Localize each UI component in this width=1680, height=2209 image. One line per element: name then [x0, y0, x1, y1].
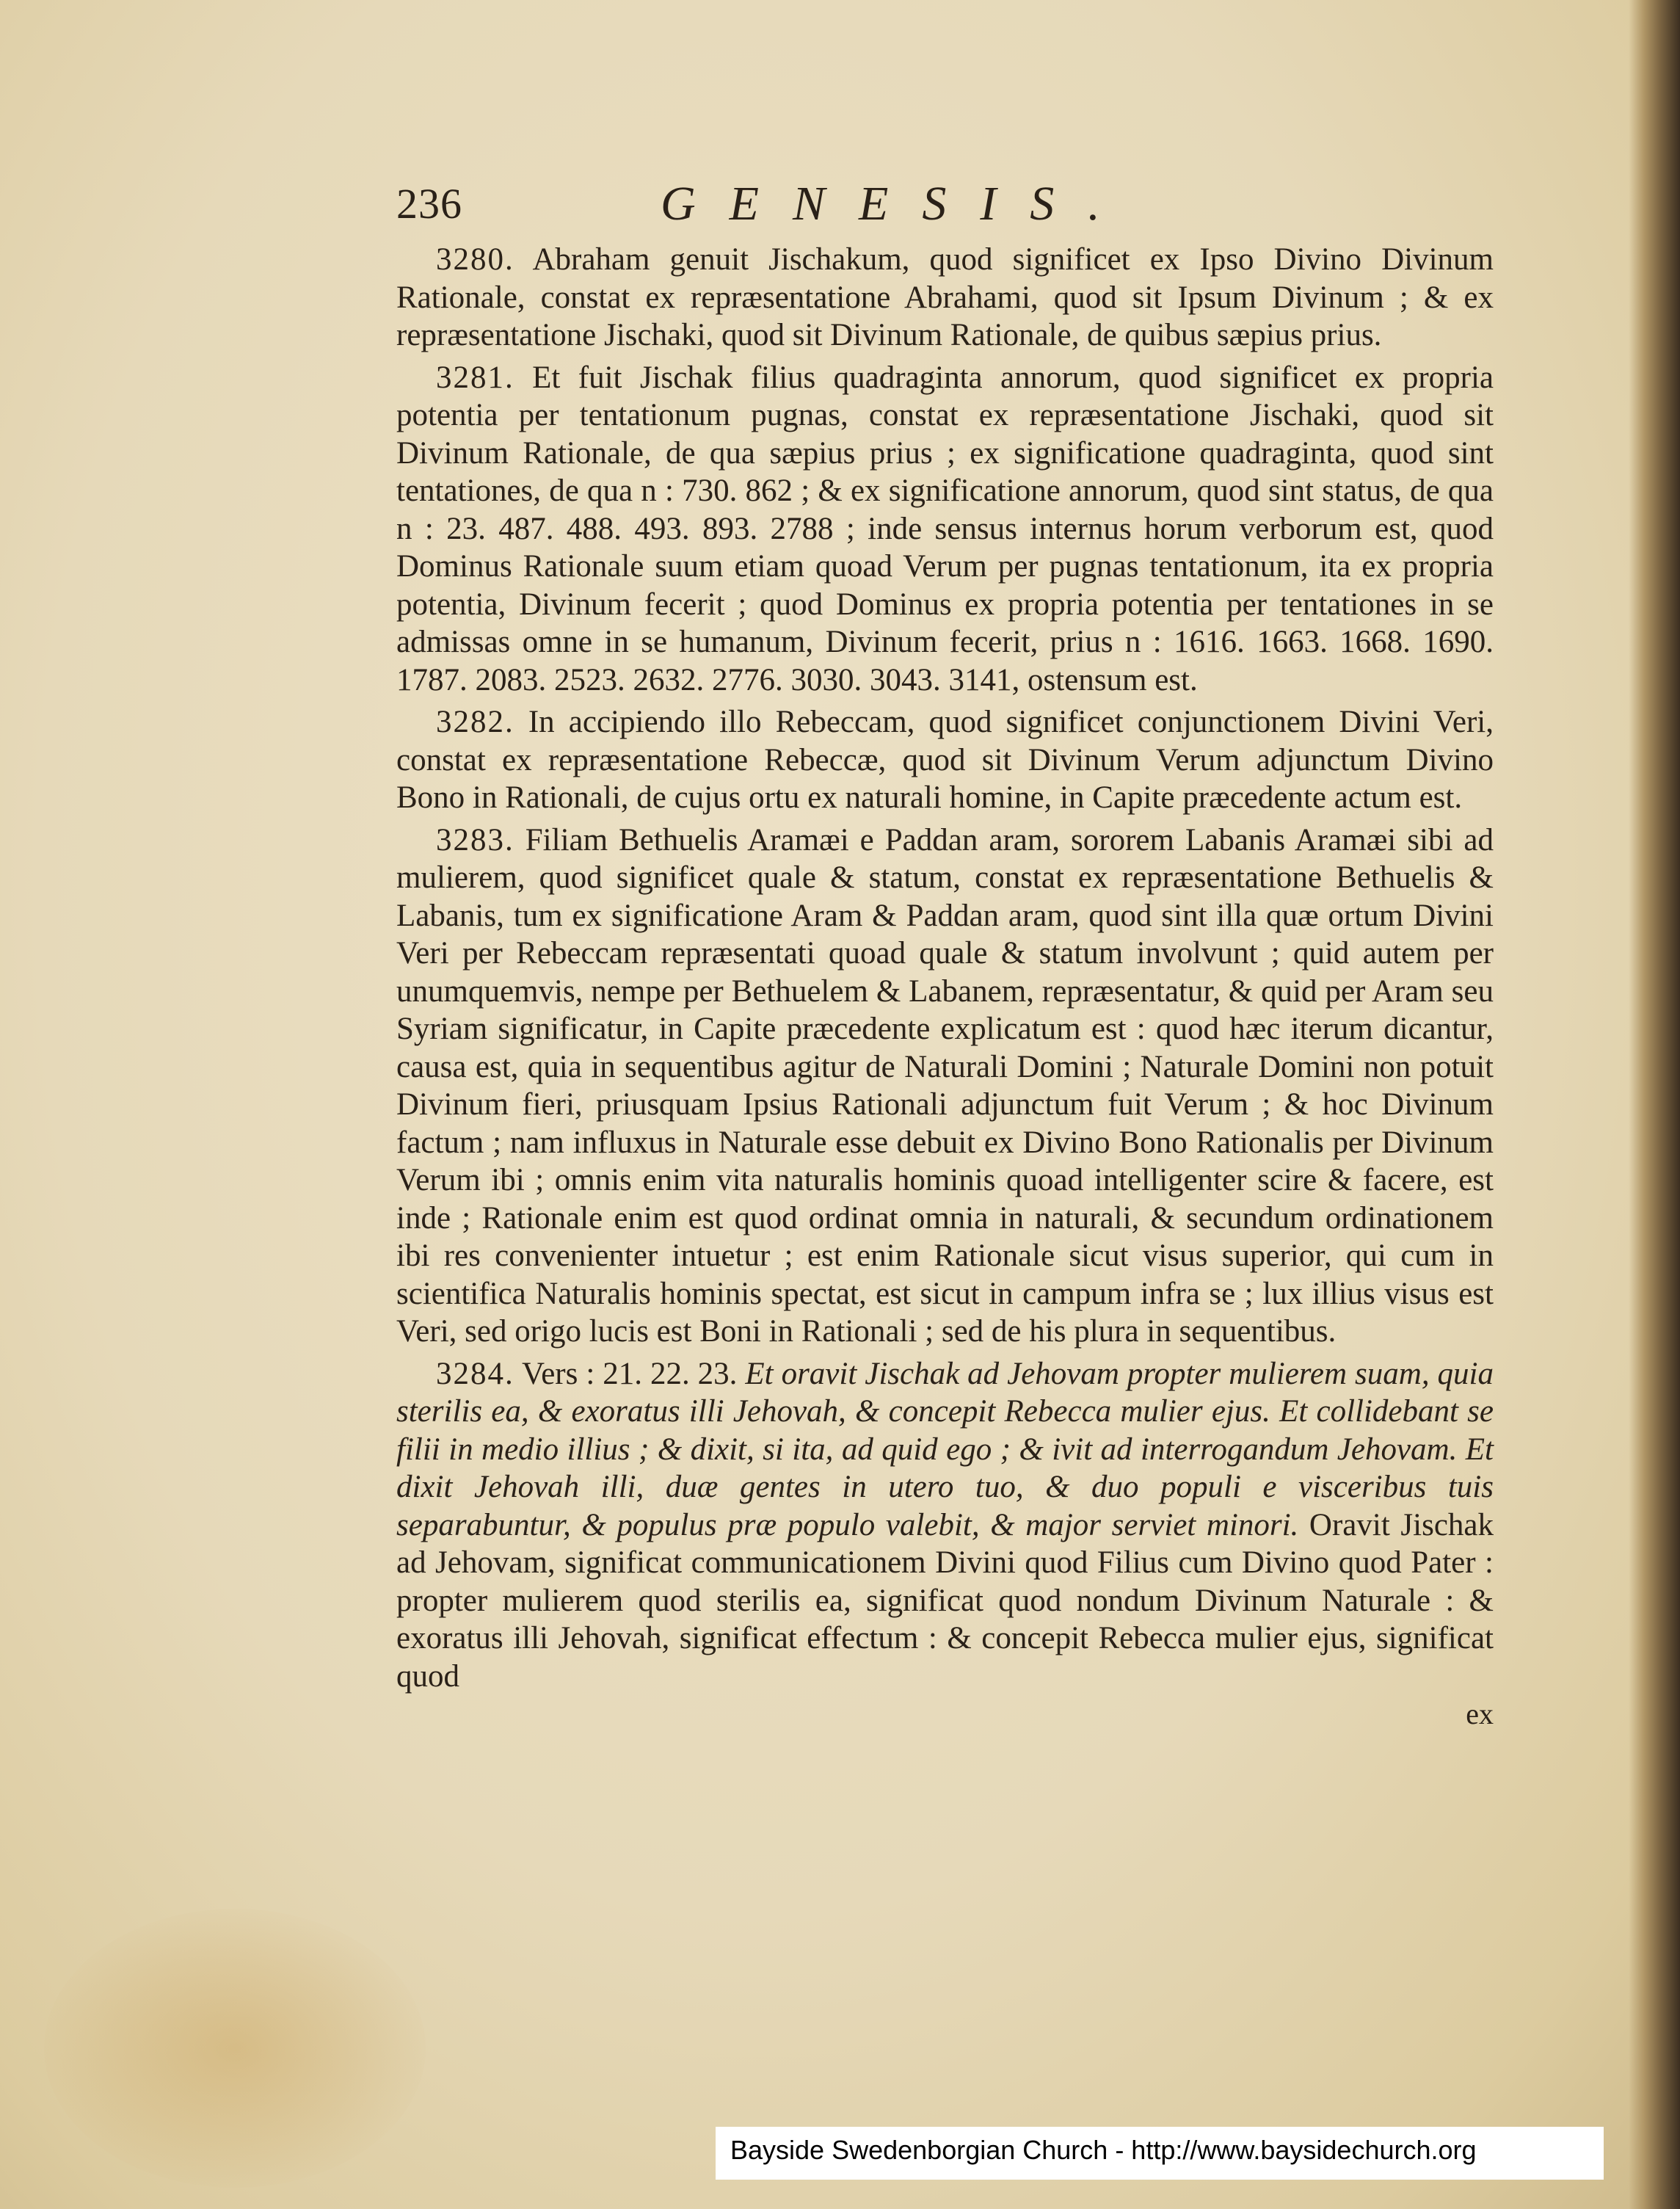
paragraph-3284 — [396, 1355, 1494, 1696]
book-gutter-shadow — [1629, 0, 1680, 2209]
paragraph-3281 — [396, 359, 1494, 700]
paragraph-text: Abraham genuit Jischakum, quod significet ex Ipso Divino Divinum Rationale, constat ex repræsentatione Abrahami, quod sit Ipsum Divinum ; & ex repræsentatione Jischaki, quod sit Divinum Rationale, de quibus sæpius prius. — [396, 242, 1494, 352]
paragraph-number: 3280. — [436, 242, 514, 277]
verse-reference: Vers : 21. 22. 23. — [514, 1356, 746, 1391]
page-header — [396, 175, 1494, 241]
paragraph-number: 3283. — [436, 822, 514, 857]
scripture-quote: Et oravit Jischak ad Jehovam propter mulierem suam, quia sterilis ea, & exoratus illi Jehovah, & concepit Rebecca mulier ejus. Et collidebant se filii in medio illius ; & dixit, si ita, ad quid ego ; & ivit ad interrogandum Jehovam. Et dixit Jehovah illi, duæ gentes in utero tuo, & duo populi e visceribus tuis separabuntur, & populus præ populo valebit, & major serviet minori. — [396, 1356, 1494, 1542]
footer-watermark-text: Bayside Swedenborgian Church - http://www.baysidechurch.org — [730, 2135, 1477, 2165]
catchword: ex — [1466, 1697, 1494, 1730]
page-text-block — [396, 175, 1494, 1730]
paragraph-number: 3282. — [436, 705, 514, 739]
water-stain — [44, 1909, 426, 2188]
paragraph-text: Oravit Jischak ad Jehovam, significat communicationem Divini quod Filius cum Divino quod Pater : propter mulierem quod sterilis ea, significat quod nondum Divinum Naturale : & exoratus illi Jehovah, significat effectum : & concepit Rebecca mulier ejus, significat quod — [396, 1507, 1494, 1694]
paragraph-text: Et fuit Jischak filius quadraginta annorum, quod significet ex propria potentia per tentationum pugnas, constat ex repræsentatione Jischaki, quod sit Divinum Rationale, de qua sæpius prius ; ex significatione quadraginta, quod sint tentationes, de qua n : 730. 862 ; & ex significatione annorum, quod sint status, de qua n : 23. 487. 488. 493. 893. 2788 ; inde sensus internus horum verborum est, quod Dominus Rationale suum etiam quoad Verum per pugnas tentationum, ita ex propria potentia, Divinum fecerit ; quod Dominus ex propria potentia per tentationes in se admissas omne in se humanum, Divinum fecerit, prius n : 1616. 1663. 1668. 1690. 1787. 2083. 2523. 2632. 2776. 3030. 3043. 3141, ostensum est. — [396, 360, 1494, 697]
page-number: 236 — [396, 180, 462, 228]
paragraph-number: 3284. — [436, 1356, 514, 1391]
paragraph-3283 — [396, 821, 1494, 1351]
paragraph-text: In accipiendo illo Rebeccam, quod significet conjunctionem Divini Veri, constat ex repræsentatione Rebeccæ, quod sit Divinum Verum adjunctum Divino Bono in Rationali, de cujus ortu ex naturali homine, in Capite præcedente actum est. — [396, 705, 1494, 815]
paragraph-3280 — [396, 241, 1494, 355]
paragraph-3282 — [396, 703, 1494, 817]
paragraph-number: 3281. — [436, 360, 514, 395]
paragraph-text: Filiam Bethuelis Aramæi e Paddan aram, sororem Labanis Aramæi sibi ad mulierem, quod significet quale & statum, constat ex repræsentatione Bethuelis & Labanis, tum ex significatione Aram & Paddan aram, quod sint illa quæ ortum Divini Veri per Rebeccam repræsentati quoad quale & statum involvunt ; quid autem per unumquemvis, nempe per Bethuelem & Labanem, repræsentatur, & quid per Aram seu Syriam significatur, in Capite præcedente explicatum est : quod hæc iterum dicantur, causa est, quia in sequentibus agitur de Naturali Domini ; Naturale Domini non potuit Divinum fieri, priusquam Ipsius Rationali adjunctum fuit Verum ; & hoc Divinum factum ; nam influxus in Naturale esse debuit ex Divino Bono Rationalis per Divinum Verum ibi ; omnis enim vita naturalis hominis quoad intelligenter scire & facere, est inde ; Rationale enim est quod ordinat omnia in naturali, & secundum ordinationem ibi res convenienter intuetur ; est enim Rationale sicut visus superior, qui cum in scientifica Naturalis hominis spectat, est sicut in campum infra se ; lux illius visus est Veri, sed origo lucis est Boni in Rationali ; sed de his plura in sequentibus. — [396, 822, 1494, 1349]
running-title: GENESIS. — [661, 177, 1134, 231]
